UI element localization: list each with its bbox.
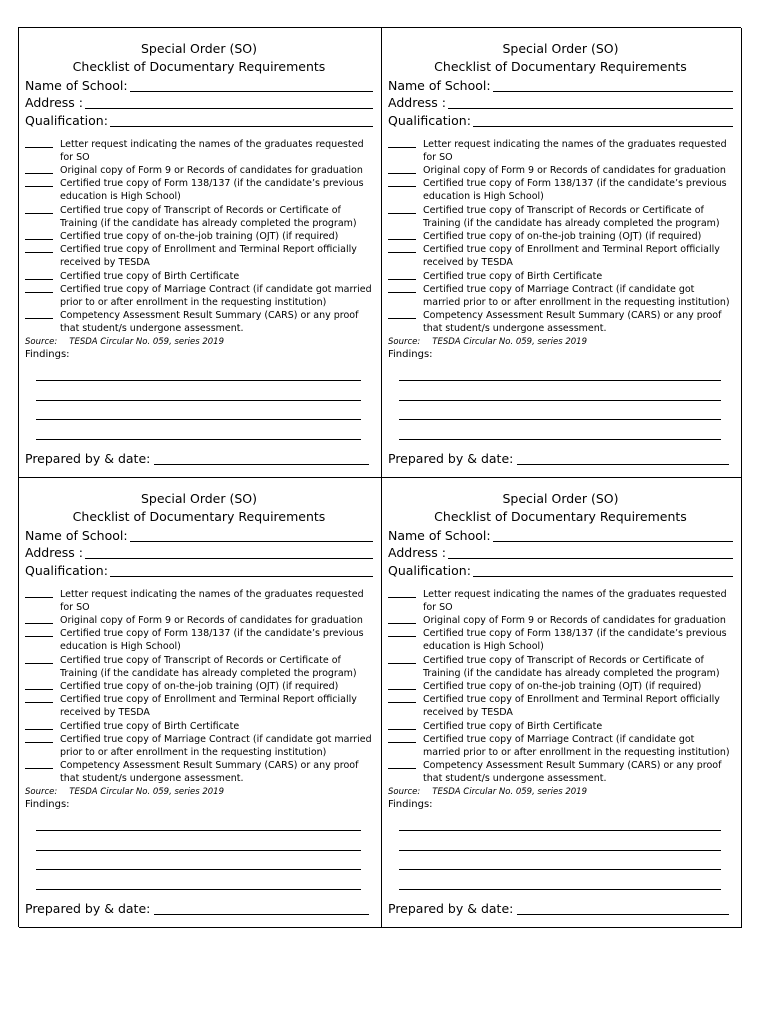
name-of-school-field [388,528,733,544]
address-label: Address : [25,545,83,560]
requirement-item [388,164,733,177]
name-of-school-line [493,79,733,92]
checkbox-blank-line [388,309,416,319]
findings-lines [36,362,361,440]
checkbox-blank-line [25,759,53,769]
prepared-by-label: Prepared by & date: [25,451,151,466]
address-field [25,95,373,111]
findings-line [399,851,721,871]
address-line [448,96,733,109]
prepared-by-field [388,451,729,467]
requirement-item [25,270,373,283]
checkbox-blank-line [25,309,53,319]
requirement-text: Competency Assessment Result Summary (CARS) or any proof that student/s undergone assessment. [423,310,722,335]
form-title: Special Order (SO) [140,41,258,56]
address-field [25,545,373,561]
findings-line [36,401,361,421]
source-text: TESDA Circular No. 059, series 2019 [69,786,224,797]
requirement-text: Certified true copy of on-the-job training (OJT) (if required) [60,230,339,242]
requirement-text: Competency Assessment Result Summary (CARS) or any proof that student/s undergone assessment. [423,760,722,785]
requirement-item [25,733,373,759]
requirement-item [25,138,373,164]
qualification-field [25,113,373,129]
checkbox-blank-line [388,164,416,174]
findings-label: Findings: [388,348,433,360]
qualification-field [25,563,373,579]
address-label: Address : [388,545,446,560]
requirement-text: Certified true copy of Enrollment and Terminal Report officially received by TESDA [423,694,720,719]
requirement-item [388,627,733,653]
requirement-text: Certified true copy of Birth Certificate [60,720,240,732]
qualification-line [110,114,373,127]
findings-line [36,381,361,401]
prepared-by-field [25,451,369,467]
checkbox-blank-line [25,733,53,743]
findings-line [36,870,361,890]
form-title: Special Order (SO) [502,41,619,56]
qualification-line [473,564,733,577]
checklist-card [382,478,742,928]
prepared-by-line [154,452,369,465]
checkbox-blank-line [25,230,53,240]
source-label: Source: [25,786,58,797]
requirement-text: Certified true copy of Enrollment and Terminal Report officially received by TESDA [60,694,357,719]
requirement-text: Certified true copy of Birth Certificate [423,720,603,732]
name-of-school-line [130,79,373,92]
findings-lines [399,362,721,440]
requirement-text: Certified true copy of Marriage Contract (if candidate got married prior to or after enrollment in the requesting institution) [423,733,730,758]
requirement-item [25,680,373,693]
findings-line [399,362,721,382]
checklist-card [19,28,382,478]
prepared-by-label: Prepared by & date: [388,451,514,466]
address-label: Address : [25,95,83,110]
checkbox-blank-line [388,177,416,187]
prepared-by-label: Prepared by & date: [388,901,514,916]
checkbox-blank-line [25,654,53,664]
form-title: Special Order (SO) [502,491,619,506]
checkbox-blank-line [388,243,416,253]
requirement-text: Certified true copy of Transcript of Records or Certificate of Training (if the candidate has already completed the program) [60,654,357,679]
prepared-by-label: Prepared by & date: [25,901,151,916]
address-line [85,96,373,109]
requirement-item [25,204,373,230]
requirement-item [388,270,733,283]
checkbox-blank-line [388,680,416,690]
checkbox-blank-line [25,164,53,174]
source-note [25,336,373,348]
qualification-field [388,113,733,129]
requirement-item [25,309,373,335]
checkbox-blank-line [25,680,53,690]
checkbox-blank-line [25,614,53,624]
source-note [388,336,733,348]
findings-line [399,812,721,832]
requirement-text: Certified true copy of Form 138/137 (if the candidate’s previous education is High School) [60,628,364,653]
name-of-school-field [25,78,373,94]
requirement-item [388,204,733,230]
name-of-school-label: Name of School: [25,527,128,543]
checkbox-blank-line [25,720,53,730]
requirement-text: Original copy of Form 9 or Records of candidates for graduation [60,164,363,176]
requirement-text: Competency Assessment Result Summary (CARS) or any proof that student/s undergone assessment. [60,760,359,785]
requirements-list [388,138,733,336]
requirement-text: Certified true copy of Marriage Contract (if candidate got married prior to or after enrollment in the requesting institution) [60,283,372,308]
requirement-text: Original copy of Form 9 or Records of candidates for graduation [423,164,726,176]
source-note [25,786,373,798]
findings-lines [36,812,361,890]
requirement-item [388,614,733,627]
requirement-item [25,759,373,785]
name-of-school-label: Name of School: [25,77,128,93]
qualification-label: Qualification: [388,112,471,128]
checkbox-blank-line [388,230,416,240]
requirement-item [25,614,373,627]
address-field [388,545,733,561]
requirement-item [388,283,733,309]
checkbox-blank-line [25,177,53,187]
requirement-text: Certified true copy of Marriage Contract (if candidate got married prior to or after enrollment in the requesting institution) [423,283,730,308]
requirement-text: Certified true copy of Marriage Contract (if candidate got married prior to or after enrollment in the requesting institution) [60,733,372,758]
checklist-card [382,28,742,478]
checkbox-blank-line [25,627,53,637]
name-of-school-field [25,528,373,544]
prepared-by-line [154,902,369,915]
requirement-item [388,588,733,614]
qualification-label: Qualification: [25,562,108,578]
findings-lines [399,812,721,890]
form-subtitle: Checklist of Documentary Requirements [72,509,326,524]
requirement-text: Letter request indicating the names of the graduates requested for SO [60,588,364,613]
source-label: Source: [25,336,58,347]
requirement-item [25,283,373,309]
findings-line [399,870,721,890]
checklist-sheet [18,27,741,927]
prepared-by-line [517,902,729,915]
checkbox-blank-line [25,283,53,293]
requirements-list [25,138,373,336]
requirement-item [25,243,373,269]
source-text: TESDA Circular No. 059, series 2019 [432,786,587,797]
requirement-text: Certified true copy of on-the-job training (OJT) (if required) [60,680,339,692]
checkbox-blank-line [388,654,416,664]
checkbox-blank-line [388,614,416,624]
checkbox-blank-line [388,720,416,730]
requirement-text: Certified true copy of Enrollment and Terminal Report officially received by TESDA [423,244,720,269]
requirement-text: Letter request indicating the names of the graduates requested for SO [60,138,364,163]
checkbox-blank-line [25,588,53,598]
requirement-text: Certified true copy of on-the-job training (OJT) (if required) [423,230,702,242]
checkbox-blank-line [388,204,416,214]
findings-line [399,381,721,401]
checkbox-blank-line [25,204,53,214]
checklist-card [19,478,382,928]
qualification-field [388,563,733,579]
checkbox-blank-line [388,733,416,743]
findings-label: Findings: [25,348,70,360]
findings-line [36,851,361,871]
checkbox-blank-line [388,270,416,280]
checkbox-blank-line [388,759,416,769]
qualification-line [110,564,373,577]
findings-line [399,401,721,421]
checkbox-blank-line [388,138,416,148]
findings-line [36,812,361,832]
requirement-text: Certified true copy of Enrollment and Terminal Report officially received by TESDA [60,244,357,269]
requirement-item [388,309,733,335]
checkbox-blank-line [388,693,416,703]
form-subtitle: Checklist of Documentary Requirements [434,509,687,524]
requirement-item [388,720,733,733]
requirement-text: Letter request indicating the names of the graduates requested for SO [423,588,727,613]
address-line [448,546,733,559]
checkbox-blank-line [25,270,53,280]
requirement-item [388,177,733,203]
requirement-item [25,588,373,614]
requirement-text: Certified true copy of Form 138/137 (if the candidate’s previous education is High School) [60,178,364,203]
requirement-item [25,654,373,680]
source-label: Source: [388,786,421,797]
findings-line [399,831,721,851]
name-of-school-label: Name of School: [388,77,491,93]
checkbox-blank-line [388,588,416,598]
requirement-text: Certified true copy of on-the-job training (OJT) (if required) [423,680,702,692]
source-note [388,786,733,798]
checkbox-blank-line [388,627,416,637]
findings-label: Findings: [25,798,70,810]
requirement-text: Certified true copy of Transcript of Records or Certificate of Training (if the candidate has already completed the program) [423,654,720,679]
requirement-item [25,177,373,203]
requirement-item [388,243,733,269]
requirement-item [25,627,373,653]
requirement-text: Certified true copy of Form 138/137 (if the candidate’s previous education is High School) [423,178,727,203]
checkbox-blank-line [25,693,53,703]
name-of-school-label: Name of School: [388,527,491,543]
requirement-text: Certified true copy of Birth Certificate [60,270,240,282]
requirement-text: Certified true copy of Birth Certificate [423,270,603,282]
findings-label: Findings: [388,798,433,810]
findings-line [36,831,361,851]
source-text: TESDA Circular No. 059, series 2019 [432,336,587,347]
qualification-label: Qualification: [388,562,471,578]
name-of-school-line [130,529,373,542]
name-of-school-field [388,78,733,94]
requirement-item [25,230,373,243]
requirement-item [388,654,733,680]
prepared-by-line [517,452,729,465]
form-subtitle: Checklist of Documentary Requirements [72,59,326,74]
requirement-text: Certified true copy of Transcript of Records or Certificate of Training (if the candidate has already completed the program) [423,204,720,229]
checkbox-blank-line [25,243,53,253]
address-line [85,546,373,559]
qualification-label: Qualification: [25,112,108,128]
requirement-item [388,230,733,243]
requirement-item [388,759,733,785]
form-subtitle: Checklist of Documentary Requirements [434,59,687,74]
source-text: TESDA Circular No. 059, series 2019 [69,336,224,347]
qualification-line [473,114,733,127]
requirement-item [388,693,733,719]
requirement-text: Certified true copy of Form 138/137 (if the candidate’s previous education is High School) [423,628,727,653]
requirement-item [25,164,373,177]
requirement-item [388,680,733,693]
requirement-item [388,138,733,164]
prepared-by-field [25,901,369,917]
name-of-school-line [493,529,733,542]
form-title: Special Order (SO) [140,491,258,506]
requirement-item [25,720,373,733]
requirement-item [388,733,733,759]
findings-line [36,362,361,382]
requirement-text: Letter request indicating the names of the graduates requested for SO [423,138,727,163]
checkbox-blank-line [25,138,53,148]
findings-line [399,420,721,440]
findings-line [36,420,361,440]
checkbox-blank-line [388,283,416,293]
address-field [388,95,733,111]
requirement-item [25,693,373,719]
address-label: Address : [388,95,446,110]
requirement-text: Certified true copy of Transcript of Records or Certificate of Training (if the candidate has already completed the program) [60,204,357,229]
requirements-list [388,588,733,786]
requirement-text: Original copy of Form 9 or Records of candidates for graduation [423,614,726,626]
requirements-list [25,588,373,786]
requirement-text: Original copy of Form 9 or Records of candidates for graduation [60,614,363,626]
source-label: Source: [388,336,421,347]
requirement-text: Competency Assessment Result Summary (CARS) or any proof that student/s undergone assessment. [60,310,359,335]
prepared-by-field [388,901,729,917]
